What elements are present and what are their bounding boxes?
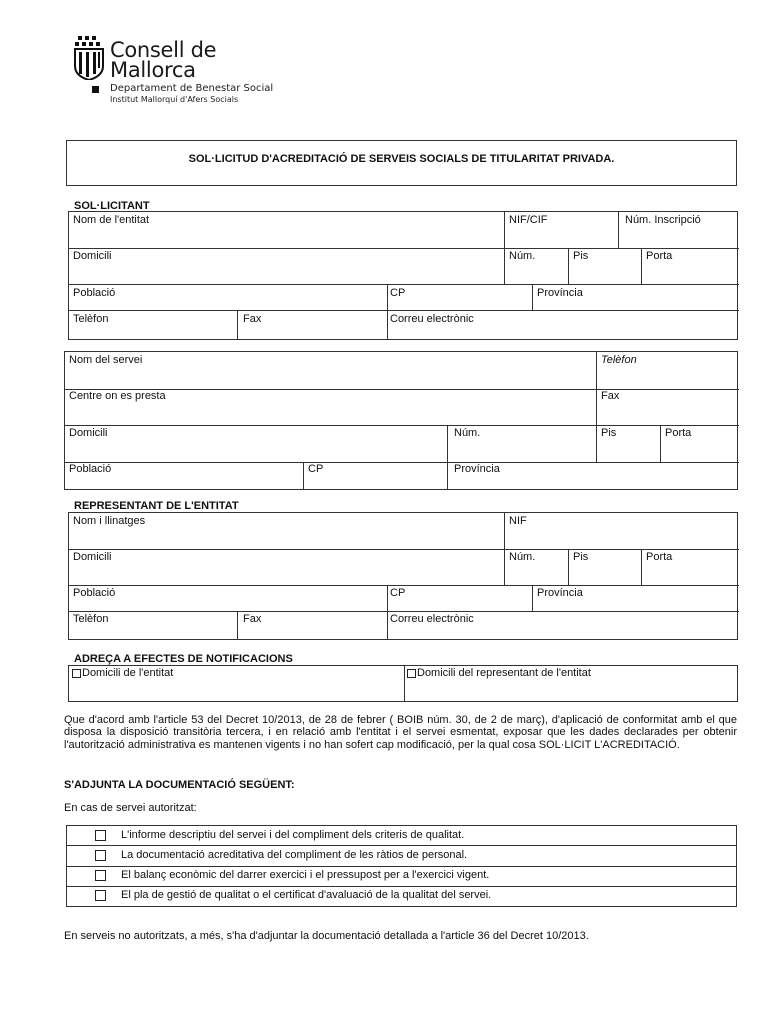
service-postcode-field[interactable]: CP <box>308 463 324 475</box>
representative-email-field[interactable]: Correu electrònic <box>390 613 474 625</box>
representative-nif-field[interactable]: NIF <box>509 515 527 527</box>
coat-of-arms-icon <box>72 36 106 80</box>
representative-floor-field[interactable]: Pis <box>573 551 589 563</box>
applicant-postcode-field[interactable]: CP <box>390 287 406 299</box>
service-number-field[interactable]: Núm. <box>454 427 481 439</box>
applicant-email-field[interactable]: Correu electrònic <box>390 313 474 325</box>
document-checkbox[interactable] <box>95 890 106 901</box>
footer-note: En serveis no autoritzats, a més, s'ha d'adjuntar la documentació detallada a l'article 36 del Decret 10/2013. <box>64 930 589 942</box>
service-fax-field[interactable]: Fax <box>601 390 620 402</box>
representative-address-field[interactable]: Domicili <box>73 551 112 563</box>
form-title-box <box>66 140 737 186</box>
list-item <box>66 846 737 867</box>
org-name <box>110 40 216 80</box>
applicant-floor-field[interactable]: Pis <box>573 250 589 262</box>
documents-heading: S'ADJUNTA LA DOCUMENTACIÓ SEGÜENT: <box>64 779 295 791</box>
applicant-province-field[interactable]: Província <box>537 287 583 299</box>
document-checkbox[interactable] <box>95 850 106 861</box>
applicant-address-field[interactable]: Domicili <box>73 250 112 262</box>
document-label: La documentació acreditativa del compliment de les ràtios de personal. <box>121 849 468 861</box>
document-label: El balanç econòmic del darrer exercici i el pressupost per a l'exercici vigent. <box>121 869 490 881</box>
list-item <box>66 866 737 887</box>
notify-entity-checkbox[interactable] <box>72 669 81 678</box>
applicant-registration-field[interactable]: Núm. Inscripció <box>625 214 701 226</box>
notify-representative-checkbox[interactable] <box>407 669 416 678</box>
applicant-nif-field[interactable]: NIF/CIF <box>509 214 548 226</box>
service-floor-field[interactable]: Pis <box>601 427 617 439</box>
service-province-field[interactable]: Província <box>454 463 500 475</box>
institute-name: Institut Mallorquí d'Afers Socials <box>110 95 239 104</box>
service-centre-field[interactable]: Centre on es presta <box>69 390 166 402</box>
applicant-fax-field[interactable]: Fax <box>243 313 262 325</box>
department-name: Departament de Benestar Social <box>110 83 274 94</box>
representative-section-label: REPRESENTANT DE L'ENTITAT <box>74 500 239 512</box>
representative-door-field[interactable]: Porta <box>646 551 673 563</box>
org-name-line1: Consell de <box>110 38 217 62</box>
notify-representative-label: Domicili del representant de l'entitat <box>417 667 591 679</box>
list-item <box>66 825 737 846</box>
declaration-text: Que d'acord amb l'article 53 del Decret 10/2013, de 28 de febrer ( BOIB núm. 30, de 2 de març), d'aplicació de conformitat amb el que disposa la disposició transitòria tercera, i en relació amb l'entitat i el servei esmentat, exposar que les dades declarades per obtenir l'autorització administrativa es mantenen vigents i no han sofert cap modificació, per la qual cosa SOL·LICIT L'ACREDITACIÓ. <box>64 714 737 751</box>
representative-name-field[interactable]: Nom i llinatges <box>73 515 146 527</box>
representative-province-field[interactable]: Província <box>537 587 583 599</box>
applicant-phone-field[interactable]: Telèfon <box>73 313 109 325</box>
applicant-number-field[interactable]: Núm. <box>509 250 536 262</box>
representative-postcode-field[interactable]: CP <box>390 587 406 599</box>
service-phone-field[interactable]: Telèfon <box>601 354 637 366</box>
notify-entity-label: Domicili de l'entitat <box>82 667 174 679</box>
department-bullet <box>92 86 99 93</box>
representative-phone-field[interactable]: Telèfon <box>73 613 109 625</box>
document-checkbox[interactable] <box>95 870 106 881</box>
document-checkbox[interactable] <box>95 830 106 841</box>
notifications-section-label: ADREÇA A EFECTES DE NOTIFICACIONS <box>74 653 293 665</box>
applicant-door-field[interactable]: Porta <box>646 250 673 262</box>
applicant-section-label: SOL·LICITANT <box>74 200 150 212</box>
representative-town-field[interactable]: Població <box>73 587 116 599</box>
service-door-field[interactable]: Porta <box>665 427 692 439</box>
service-box <box>64 351 738 490</box>
form-title: SOL·LICITUD D'ACREDITACIÓ DE SERVEIS SOCIALS DE TITULARITAT PRIVADA. <box>188 153 615 165</box>
list-item <box>66 886 737 907</box>
service-name-field[interactable]: Nom del servei <box>69 354 143 366</box>
document-label: L'informe descriptiu del servei i del compliment dels criteris de qualitat. <box>121 829 465 841</box>
applicant-town-field[interactable]: Població <box>73 287 116 299</box>
representative-number-field[interactable]: Núm. <box>509 551 536 563</box>
org-name-line2: Mallorca <box>110 58 196 82</box>
authorized-intro: En cas de servei autoritzat: <box>64 802 197 814</box>
applicant-entity-name-field[interactable]: Nom de l'entitat <box>73 214 150 226</box>
representative-fax-field[interactable]: Fax <box>243 613 262 625</box>
service-town-field[interactable]: Població <box>69 463 112 475</box>
document-label: El pla de gestió de qualitat o el certificat d'avaluació de la qualitat del servei. <box>121 889 492 901</box>
service-address-field[interactable]: Domicili <box>69 427 108 439</box>
